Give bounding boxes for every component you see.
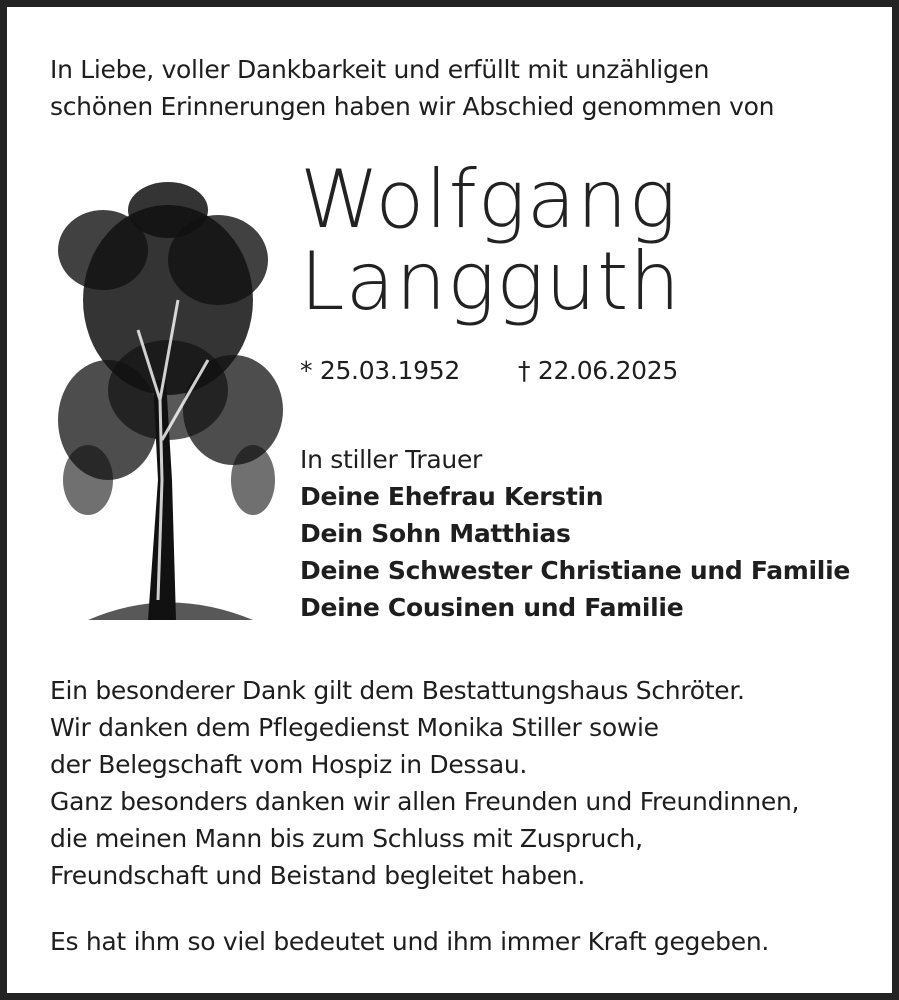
thanks-line: die meinen Mann bis zum Schluss mit Zuspruch, (50, 824, 643, 853)
birch-tree-illustration (48, 180, 288, 625)
mourner: Deine Cousinen und Familie (300, 593, 684, 622)
thanks-line: Wir danken dem Pflegedienst Monika Stiller sowie (50, 713, 659, 742)
closing-text: Es hat ihm so viel bedeutet und ihm immer Kraft gegeben. (50, 927, 770, 956)
birth-date: * 25.03.1952 (300, 356, 460, 385)
mourner: Deine Schwester Christiane und Familie (300, 556, 850, 585)
mourner: Deine Ehefrau Kerstin (300, 482, 604, 511)
deceased-last-name: Langguth (300, 235, 682, 328)
mourners (300, 441, 850, 626)
mourner: Dein Sohn Matthias (300, 519, 571, 548)
intro-line: schönen Erinnerungen haben wir Abschied genommen von (50, 92, 775, 121)
thanks-line: der Belegschaft vom Hospiz in Dessau. (50, 750, 528, 779)
death-date: † 22.06.2025 (518, 356, 678, 385)
intro-line: In Liebe, voller Dankbarkeit und erfüllt mit unzähligen (50, 55, 710, 84)
intro-text (50, 51, 774, 125)
life-dates (300, 352, 678, 389)
thanks-line: Freundschaft und Beistand begleitet haben. (50, 861, 585, 890)
thanks-text (50, 672, 799, 894)
thanks-line: Ein besonderer Dank gilt dem Bestattungshaus Schröter. (50, 676, 745, 705)
thanks-line: Ganz besonders danken wir allen Freunden und Freundinnen, (50, 787, 800, 816)
mourners-heading: In stiller Trauer (300, 445, 483, 474)
deceased-first-name: Wolfgang (300, 153, 678, 246)
